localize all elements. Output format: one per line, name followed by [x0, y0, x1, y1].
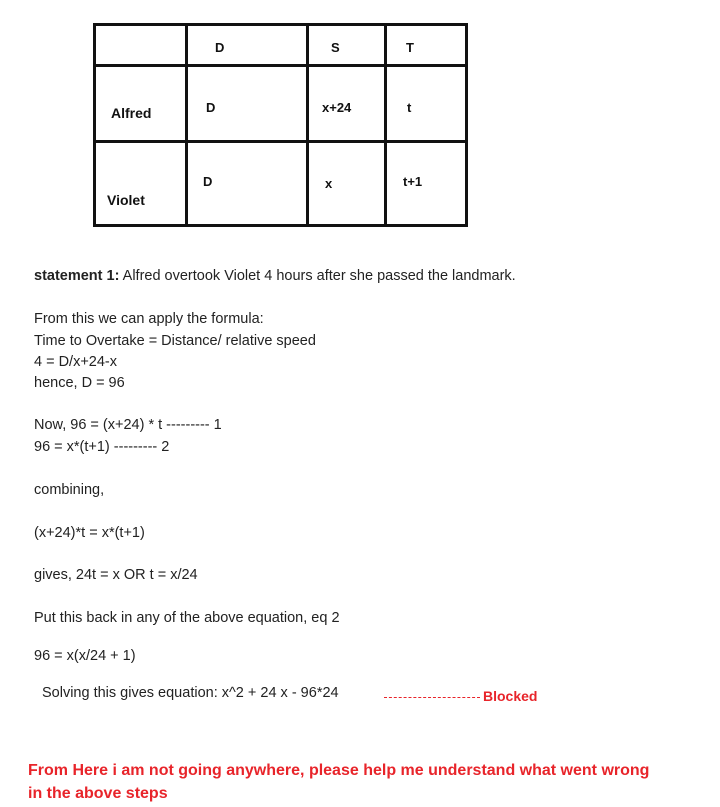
- blocked-label: Blocked: [483, 688, 538, 704]
- equation-1: Now, 96 = (x+24) * t --------- 1: [34, 417, 222, 433]
- line-distance-result: hence, D = 96: [34, 375, 125, 391]
- alfred-speed: x+24: [322, 100, 352, 115]
- blocked-dashes: [384, 697, 480, 698]
- row-label-violet: Violet: [107, 192, 145, 208]
- table-border-left: [93, 23, 96, 227]
- statement-prefix: statement 1:: [34, 268, 120, 284]
- table-border-col1: [185, 23, 188, 227]
- equation-2: 96 = x*(t+1) --------- 2: [34, 439, 170, 455]
- line-formula-intro: From this we can apply the formula:: [34, 311, 264, 327]
- line-substitution: 4 = D/x+24-x: [34, 354, 118, 370]
- header-t: T: [406, 40, 414, 55]
- table-border-top: [93, 23, 468, 26]
- line-formula: Time to Overtake = Distance/ relative speed: [34, 333, 316, 349]
- table-border-header: [93, 64, 468, 67]
- alfred-time: t: [407, 100, 412, 115]
- help-request-line-1: From Here i am not going anywhere, please help me understand what went wrong: [28, 762, 650, 779]
- row-label-alfred: Alfred: [111, 105, 152, 121]
- line-combining: combining,: [34, 482, 105, 498]
- table-border-bottom: [93, 224, 468, 227]
- statement-1: [34, 268, 516, 284]
- line-quadratic-setup: 96 = x(x/24 + 1): [34, 648, 136, 664]
- violet-time: t+1: [403, 174, 423, 189]
- violet-speed: x: [325, 176, 333, 191]
- table-border-mid: [93, 140, 468, 143]
- table-border-right: [465, 23, 468, 227]
- line-combined-equation: (x+24)*t = x*(t+1): [34, 525, 145, 541]
- statement-text: Alfred overtook Violet 4 hours after she passed the landmark.: [119, 268, 516, 284]
- line-gives: gives, 24t = x OR t = x/24: [34, 567, 198, 583]
- help-request-line-2: in the above steps: [28, 785, 168, 802]
- alfred-distance: D: [206, 100, 216, 115]
- header-d: D: [215, 40, 225, 55]
- line-put-back: Put this back in any of the above equation, eq 2: [34, 610, 340, 626]
- violet-distance: D: [203, 174, 213, 189]
- table-border-col3: [384, 23, 387, 227]
- line-solving: Solving this gives equation: x^2 + 24 x - 96*24: [42, 685, 339, 701]
- header-s: S: [331, 40, 340, 55]
- table-border-col2: [306, 23, 309, 227]
